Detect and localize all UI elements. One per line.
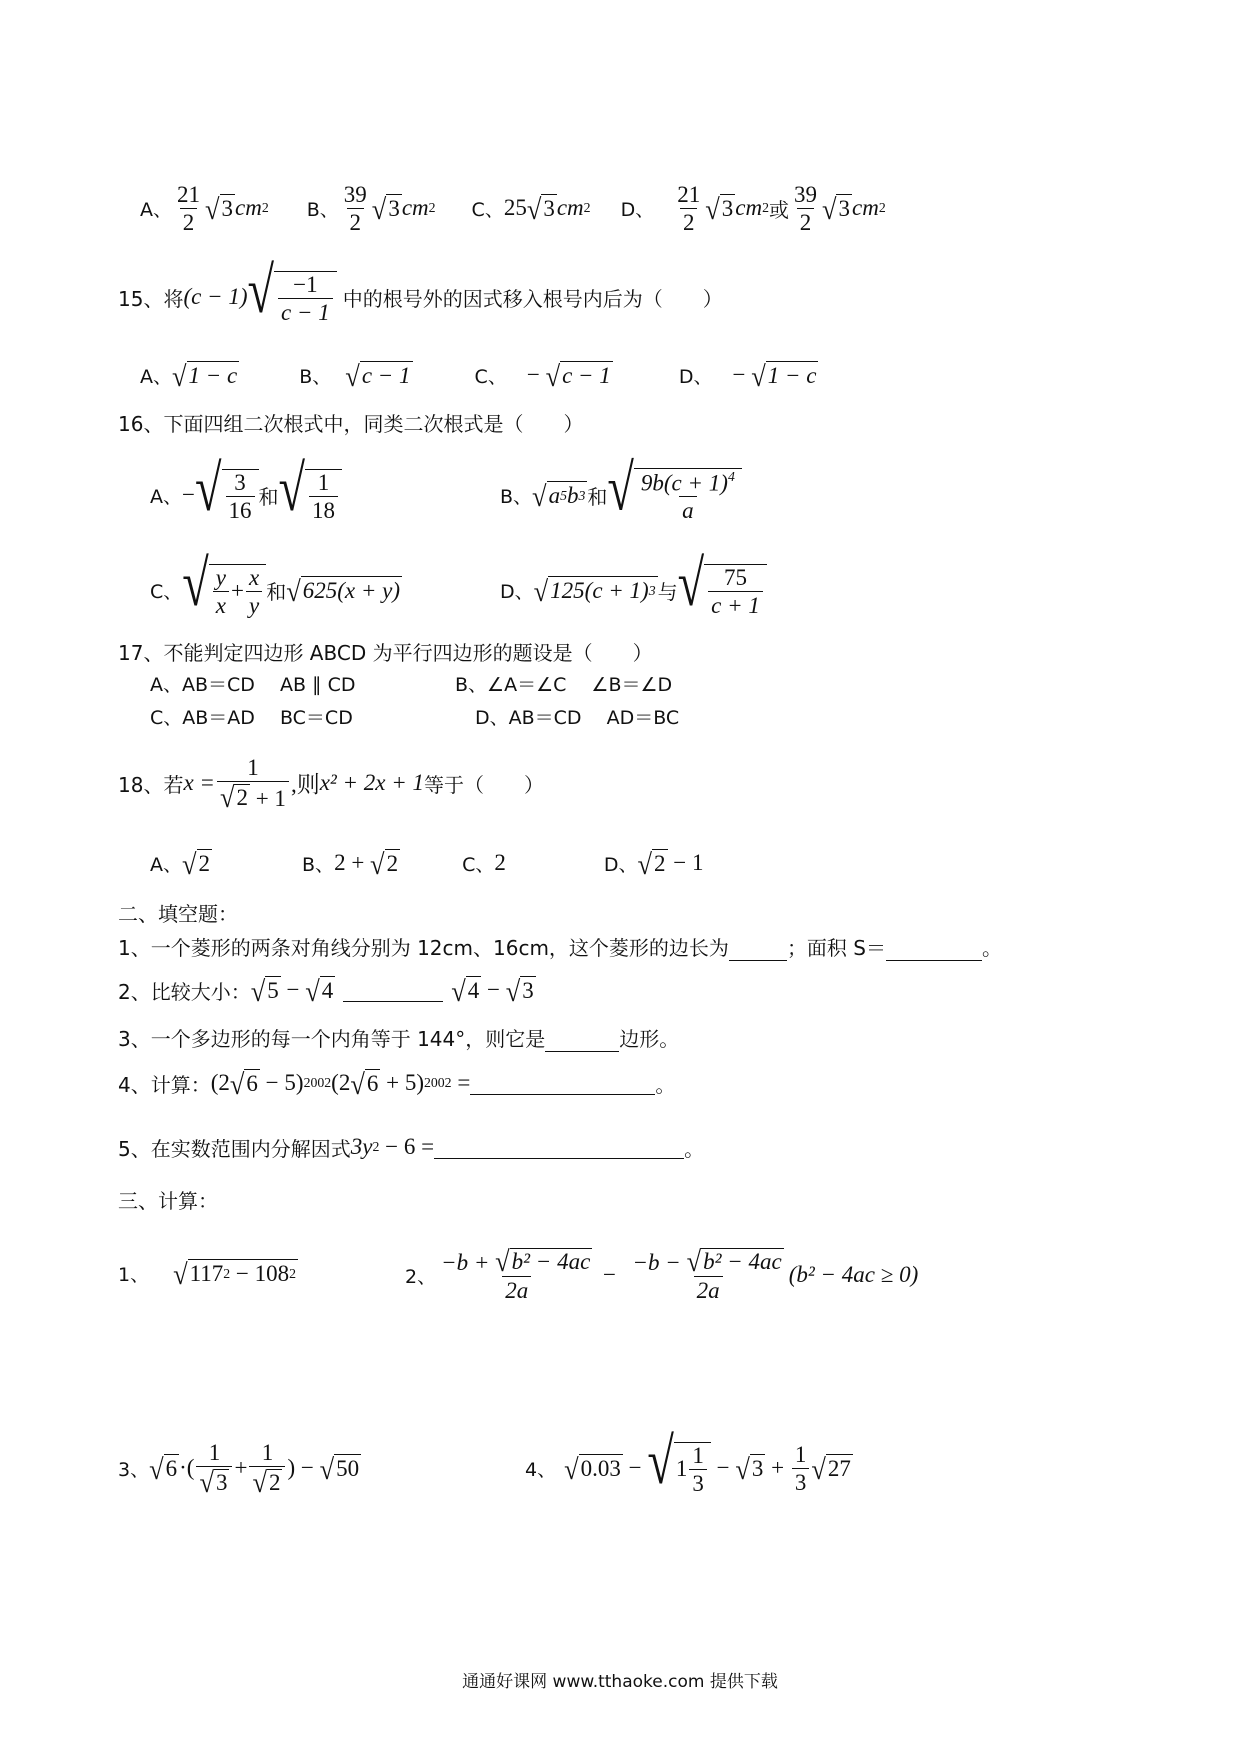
q15-expr: (c − 1) √ $\frac{-1}{c - 1}$ xyxy=(183,271,336,324)
q17-a: A、AB＝CD AB ∥ CD xyxy=(150,674,356,696)
q14-c-label: C、 xyxy=(471,198,504,221)
q15-d-expr: − √ 1 − c xyxy=(732,359,817,393)
section3-title: 三、计算： xyxy=(118,1189,218,1213)
question-15 xyxy=(118,254,723,332)
q16-b xyxy=(500,453,742,530)
q16-text: 16、下面四组二次根式中，同类二次根式是（ ） xyxy=(118,412,584,436)
q15-c-expr: − √ c − 1 xyxy=(526,359,611,393)
q14-c-expr: 25 √ 3 cm 2 xyxy=(503,192,591,226)
q18-expr: x = 1 √ 2 + 1 ,则 x² + 2x + 1 xyxy=(183,754,425,814)
q16-a-expr: − √ $\frac{3}{16}$ 和 √ $\frac{1}{18}$ xyxy=(182,469,342,522)
q18-tail: 等于（ ） xyxy=(424,772,545,797)
s2-q3: 3、一个多边形的每一个内角等于 144°，则它是 边形。 xyxy=(118,1027,680,1051)
q16-a-label: A、 xyxy=(150,485,182,508)
q17-d: D、AB＝CD AD＝BC xyxy=(475,707,680,729)
q16-c xyxy=(150,547,402,627)
q18-options xyxy=(150,833,703,893)
s2-q1-blank1[interactable] xyxy=(729,938,787,961)
s2-q2-blank[interactable] xyxy=(343,979,443,1002)
q14-d-label: D、 xyxy=(620,198,655,221)
q18-c-label: C、 xyxy=(462,853,495,876)
q16-d-label: D、 xyxy=(500,580,534,603)
q15-a-label: A、 xyxy=(140,365,172,388)
q14-b-expr: $\frac{39}{2}$ √ 3 cm 2 xyxy=(343,181,436,235)
q14-a-label: A、 xyxy=(140,198,172,221)
q18-b-expr: 2 + √ 2 xyxy=(334,847,399,881)
s2-q3-blank[interactable] xyxy=(545,1029,619,1052)
q15-d-label: D、 xyxy=(678,365,713,388)
q16-a xyxy=(150,452,342,530)
q16-d-expr: √ 125(c + 1) 3 与 √ $\frac{75}{c + 1}$ xyxy=(534,564,767,617)
s2-q1: 1、一个菱形的两条对角线分别为 12cm、16cm，这个菱形的边长为 ；面积 S＝ 。 xyxy=(118,936,1002,960)
q16-b-expr: √ a 5 b 3 和 √ $\frac{9b(c + 1)^4}{a}$ xyxy=(532,468,742,523)
q18-a-expr: √ 2 xyxy=(182,847,211,881)
s2-q5-blank[interactable] xyxy=(434,1136,684,1159)
q18-pre: 18、若 xyxy=(118,772,184,797)
q18-c-expr: 2 xyxy=(494,850,506,875)
question-18 xyxy=(118,748,544,818)
section2-title: 二、填空题： xyxy=(118,902,238,926)
q14-d-expr: $\frac{21}{2}$ √ 3 cm 2 或 $\frac{39}{2}$ √ 3 cm 2 xyxy=(677,181,886,235)
footer-text: 通通好课网 www.tthaoke.com 提供下载 xyxy=(462,1672,778,1692)
q17-text: 17、不能判定四边形 ABCD 为平行四边形的题设是（ ） xyxy=(118,641,653,665)
s3-q3: 3、 √ 6 ·( 1 √ 3 + 1 √ 2 ) − √ 50 xyxy=(118,1439,360,1499)
s2-q4: 4、计算： (2 √ 6 − 5) 2002 (2 √ 6 + 5) 2002 = 。 xyxy=(118,1067,676,1101)
q18-d-expr: √ 2 − 1 xyxy=(637,847,704,881)
s2-q4-blank[interactable] xyxy=(470,1072,655,1095)
q16-c-label: C、 xyxy=(150,580,183,603)
q15-c-label: C、 xyxy=(474,365,507,388)
s2-q5: 5、在实数范围内分解因式 3y 2 − 6 = 。 xyxy=(118,1134,705,1161)
q17-c: C、AB＝AD BC＝CD xyxy=(150,707,353,729)
q14-b-label: B、 xyxy=(306,198,339,221)
s3-q4: 4、 √ 0.03 − √ 1 $\frac{1}{3}$ − √ 3 + $\frac{1}{3}$ √ 27 xyxy=(525,1425,851,1497)
s2-q2: 2、比较大小： √ 5 − √ 4 √ 4 − √ 3 xyxy=(118,974,534,1008)
q18-b-label: B、 xyxy=(302,853,335,876)
s3-q1: 1、 √ 117 2 − 108 2 xyxy=(118,1257,297,1291)
q18-d-label: D、 xyxy=(603,853,638,876)
q15-options xyxy=(140,345,818,405)
q18-a-label: A、 xyxy=(150,853,182,876)
q16-d xyxy=(500,547,767,627)
q16-c-expr: √ $\frac{y}{x}$ + $\frac{x}{y}$ 和 √ 625(x + y) xyxy=(182,547,400,619)
q15-text: 中的根号外的因式移入根号内后为（ ） xyxy=(342,286,723,311)
q16-b-label: B、 xyxy=(500,485,533,508)
q15-b-label: B、 xyxy=(299,365,332,388)
q15-b-expr: √ c − 1 xyxy=(345,359,411,393)
q15-a-expr: √ 1 − c xyxy=(172,359,238,393)
q14-a-expr: $\frac{21}{2}$ √ 3 cm 2 xyxy=(177,181,269,235)
s3-q2: 2、 −b + √ b² − 4ac 2a − −b − √ b² − 4ac 2a (b² − 4ac ≥ 0) xyxy=(405,1244,919,1304)
q17-b: B、∠A＝∠C ∠B＝∠D xyxy=(455,674,673,696)
q14-options xyxy=(140,178,886,238)
q15-number: 15、将 xyxy=(118,286,184,311)
s2-q1-blank2[interactable] xyxy=(886,938,982,961)
